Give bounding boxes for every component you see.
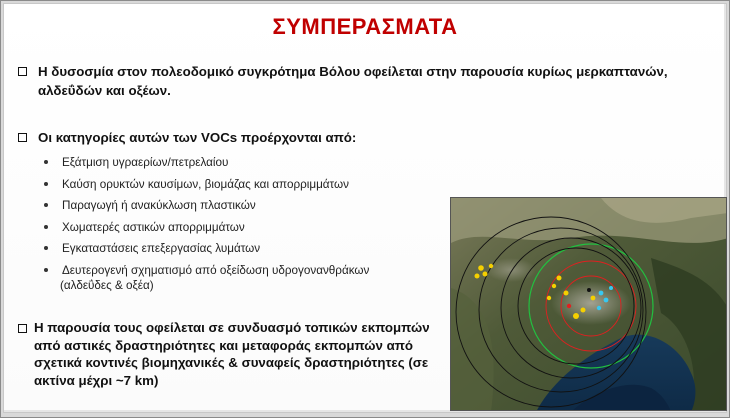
bullet-dot-icon	[44, 182, 48, 186]
town-area	[486, 258, 536, 282]
list-item	[42, 152, 442, 174]
list-item	[42, 260, 442, 282]
city-area	[551, 281, 631, 325]
marker-yellow	[573, 313, 579, 319]
bullet-voc-categories	[18, 128, 618, 147]
marker-cyan	[599, 291, 604, 296]
list-item	[42, 217, 442, 239]
bullet-dot-icon	[44, 246, 48, 250]
marker-yellow	[552, 284, 556, 288]
list-item-continuation: (αλδεΰδες & οξέα)	[60, 279, 154, 292]
marker-black	[587, 288, 591, 292]
slide	[3, 3, 727, 413]
square-bullet-icon	[18, 133, 27, 142]
marker-cyan	[597, 306, 601, 310]
voc-source-list	[42, 152, 442, 281]
bullet-voc-categories-text: Οι κατηγορίες αυτών των VOCs προέρχονται από:	[38, 130, 357, 145]
marker-yellow	[547, 296, 551, 300]
list-item	[42, 238, 442, 260]
square-bullet-icon	[18, 324, 27, 333]
marker-yellow	[483, 272, 488, 277]
list-item	[42, 174, 442, 196]
marker-yellow	[591, 296, 596, 301]
list-item-text: Εξάτμιση υγραερίων/πετρελαίου	[62, 156, 229, 169]
list-item-text: Χωματερές αστικών απορριμμάτων	[62, 220, 245, 234]
marker-cyan	[604, 298, 609, 303]
bullet-odor-cause-text: Η δυσοσμία στον πολεοδομικό συγκρότημα Βόλου οφείλεται στην παρουσία κυρίως μερκαπτανών, αλδεΰδών και οξέων.	[38, 64, 668, 98]
list-item-text: Παραγωγή ή ανακύκλωση πλαστικών	[62, 199, 256, 212]
bullet-dot-icon	[44, 268, 48, 272]
marker-red	[567, 304, 571, 308]
marker-yellow	[478, 265, 484, 271]
square-bullet-icon	[18, 67, 27, 76]
list-item-text: Καύση ορυκτών καυσίμων, βιομάζας και απορριμμάτων	[62, 177, 349, 191]
slide-title: ΣΥΜΠΕΡΑΣΜΑΤΑ	[272, 14, 458, 39]
satellite-map-icon	[450, 197, 727, 411]
bullet-dot-icon	[44, 160, 48, 164]
marker-cyan	[609, 286, 613, 290]
bullet-emission-origin	[18, 319, 438, 389]
bullet-dot-icon	[44, 203, 48, 207]
list-item-text: Δευτερογενή σχηματισμό από οξείδωση υδρογονανθράκων	[62, 263, 370, 277]
marker-yellow	[489, 264, 493, 268]
marker-yellow	[564, 291, 569, 296]
marker-yellow	[557, 276, 562, 281]
list-item-text: Εγκαταστάσεις επεξεργασίας λυμάτων	[62, 242, 261, 255]
marker-yellow	[475, 274, 480, 279]
bullet-dot-icon	[44, 225, 48, 229]
bullet-emission-origin-text: Η παρουσία τους οφείλεται σε συνδυασμό τοπικών εκπομπών από αστικές δραστηριότητες και μεταφοράς εκπομπών από σχετικά κοντινές βιομηχανικές & συναφείς δραστηριότητες (σε ακτίνα μέχρι ~7 km)	[34, 320, 430, 388]
map-svg	[451, 198, 727, 411]
bullet-odor-cause	[18, 62, 698, 100]
marker-yellow	[581, 308, 586, 313]
list-item	[42, 195, 442, 217]
